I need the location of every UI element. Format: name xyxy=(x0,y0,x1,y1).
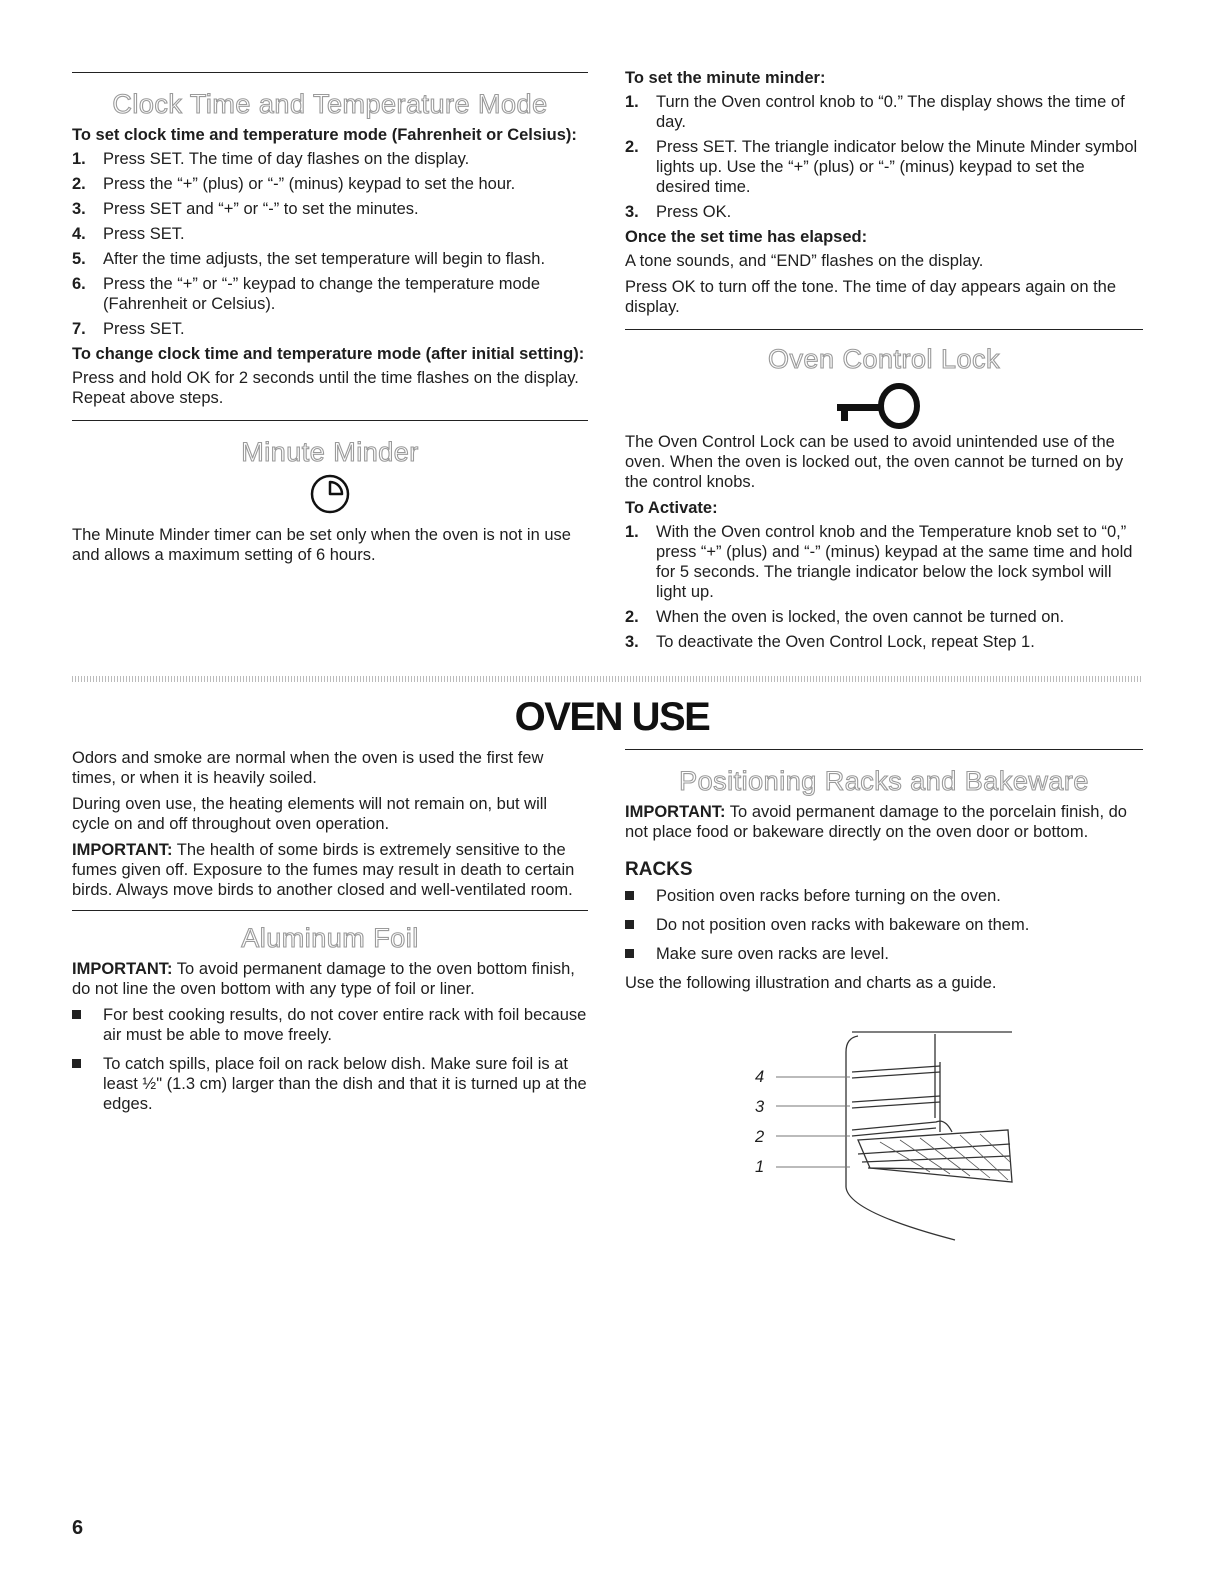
list-item: 3. Press SET and “+” or “-” to set the minutes. xyxy=(72,200,419,218)
page-title: OVEN USE xyxy=(514,695,710,739)
rack-position-label: 2 xyxy=(755,1128,765,1146)
lock-icon-wrap xyxy=(625,380,1143,430)
list-item: For best cooking results, do not cover entire rack with foil because air must be able to move freely. xyxy=(72,1005,588,1045)
right-column-top xyxy=(625,68,1143,657)
section-title-lock: Oven Control Lock xyxy=(767,344,1001,374)
list-item: 5. After the time adjusts, the set temperature will begin to flash. xyxy=(72,250,546,268)
oven-use-paragraph-2: During oven use, the heating elements will not remain on, but will cycle on and off throughout oven operation. xyxy=(72,795,548,833)
list-item: 3. To deactivate the Oven Control Lock, repeat Step 1. xyxy=(625,633,1035,651)
section-rule xyxy=(72,72,588,73)
list-item: 1. Turn the Oven control knob to “0.” The display shows the time of day. xyxy=(625,93,1125,131)
rack-illustration xyxy=(740,1022,1020,1242)
section-title-minder: Minute Minder xyxy=(241,437,419,467)
racks-heading: RACKS xyxy=(625,859,693,880)
rack-position-label: 4 xyxy=(755,1068,765,1086)
minute-minder-icon xyxy=(309,473,351,515)
clock-steps xyxy=(72,149,588,339)
oven-racks-diagram xyxy=(740,1022,1020,1242)
elapsed-paragraph: A tone sounds, and “END” flashes on the display. xyxy=(625,252,984,270)
elapsed-paragraph-2: Press OK to turn off the tone. The time of day appears again on the display. xyxy=(625,278,1117,316)
left-column-top xyxy=(72,72,588,571)
list-item: 7. Press SET. xyxy=(72,320,185,338)
list-item: 6. Press the “+” or “-” keypad to change the temperature mode (Fahrenheit or Celsius). xyxy=(72,275,541,313)
section-title-racks: Positioning Racks and Bakeware xyxy=(679,766,1089,796)
lock-steps xyxy=(625,522,1143,652)
oven-use-paragraph: Odors and smoke are normal when the oven is used the first few times, or when it is heavily soiled. xyxy=(72,749,544,787)
clock-paragraph: Press and hold OK for 2 seconds until the time flashes on the display. Repeat above steps. xyxy=(72,369,579,407)
section-rule xyxy=(72,910,588,911)
clock-subheading-change: To change clock time and temperature mode (after initial setting): xyxy=(72,345,585,363)
list-item: Position oven racks before turning on the oven. xyxy=(625,886,1143,906)
section-rule xyxy=(625,329,1143,330)
clock-subheading: To set clock time and temperature mode (Fahrenheit or Celsius): xyxy=(72,126,577,144)
foil-bullets xyxy=(72,1005,588,1114)
oven-use-important: IMPORTANT: The health of some birds is extremely sensitive to the fumes given off. Exposure to the fumes may result in death to certain birds. Always move birds to another closed and well-ventilated room. xyxy=(72,841,575,899)
left-column-bottom xyxy=(72,748,588,1123)
rack-position-label: 1 xyxy=(755,1158,765,1176)
section-rule xyxy=(72,420,588,421)
right-column-bottom xyxy=(625,749,1143,999)
list-item: 1. With the Oven control knob and the Temperature knob set to “0,” press “+” (plus) and “-” (minus) keypad at the same time and hold for 5 seconds. The triangle indicator below the lock symbol will light up. xyxy=(625,523,1133,601)
racks-guide: Use the following illustration and charts as a guide. xyxy=(625,974,997,992)
minder-set-subheading: To set the minute minder: xyxy=(625,69,826,87)
section-rule xyxy=(625,749,1143,750)
page-number: 6 xyxy=(72,1517,84,1539)
list-item: 1. Press SET. The time of day flashes on the display. xyxy=(72,150,470,168)
key-lock-icon xyxy=(829,380,939,430)
minder-paragraph: The Minute Minder timer can be set only when the oven is not in use and allows a maximum setting of 6 hours. xyxy=(72,526,571,564)
minder-icon-wrap xyxy=(72,473,588,515)
racks-important: IMPORTANT: To avoid permanent damage to the porcelain finish, do not place food or bakeware directly on the oven door or bottom. xyxy=(625,803,1127,841)
elapsed-subheading: Once the set time has elapsed: xyxy=(625,228,868,246)
list-item: Make sure oven racks are level. xyxy=(625,944,1143,964)
section-title-foil: Aluminum Foil xyxy=(241,923,419,953)
list-item: 2. Press SET. The triangle indicator below the Minute Minder symbol lights up. Use the “+” (plus) or “-” (minus) keypad to set the desired time. xyxy=(625,138,1138,196)
racks-bullets xyxy=(625,886,1143,964)
list-item: 4. Press SET. xyxy=(72,225,185,243)
section-title-clock: Clock Time and Temperature Mode xyxy=(112,89,548,119)
minder-set-steps xyxy=(625,92,1143,222)
lock-paragraph: The Oven Control Lock can be used to avoid unintended use of the oven. When the oven is locked out, the oven cannot be turned on by the control knobs. xyxy=(625,433,1124,491)
lock-activate-subheading: To Activate: xyxy=(625,499,718,517)
foil-important: IMPORTANT: To avoid permanent damage to the oven bottom finish, do not line the oven bottom with any type of foil or liner. xyxy=(72,960,575,998)
list-item: 3. Press OK. xyxy=(625,203,732,221)
list-item: 2. Press the “+” (plus) or “-” (minus) keypad to set the hour. xyxy=(72,175,516,193)
list-item: Do not position oven racks with bakeware on them. xyxy=(625,915,1143,935)
list-item: 2. When the oven is locked, the oven cannot be turned on. xyxy=(625,608,1065,626)
rack-position-label: 3 xyxy=(755,1098,765,1116)
section-divider xyxy=(72,676,1143,682)
list-item: To catch spills, place foil on rack below dish. Make sure foil is at least ½" (1.3 cm) larger than the dish and that it is turned up at the edges. xyxy=(72,1054,588,1114)
